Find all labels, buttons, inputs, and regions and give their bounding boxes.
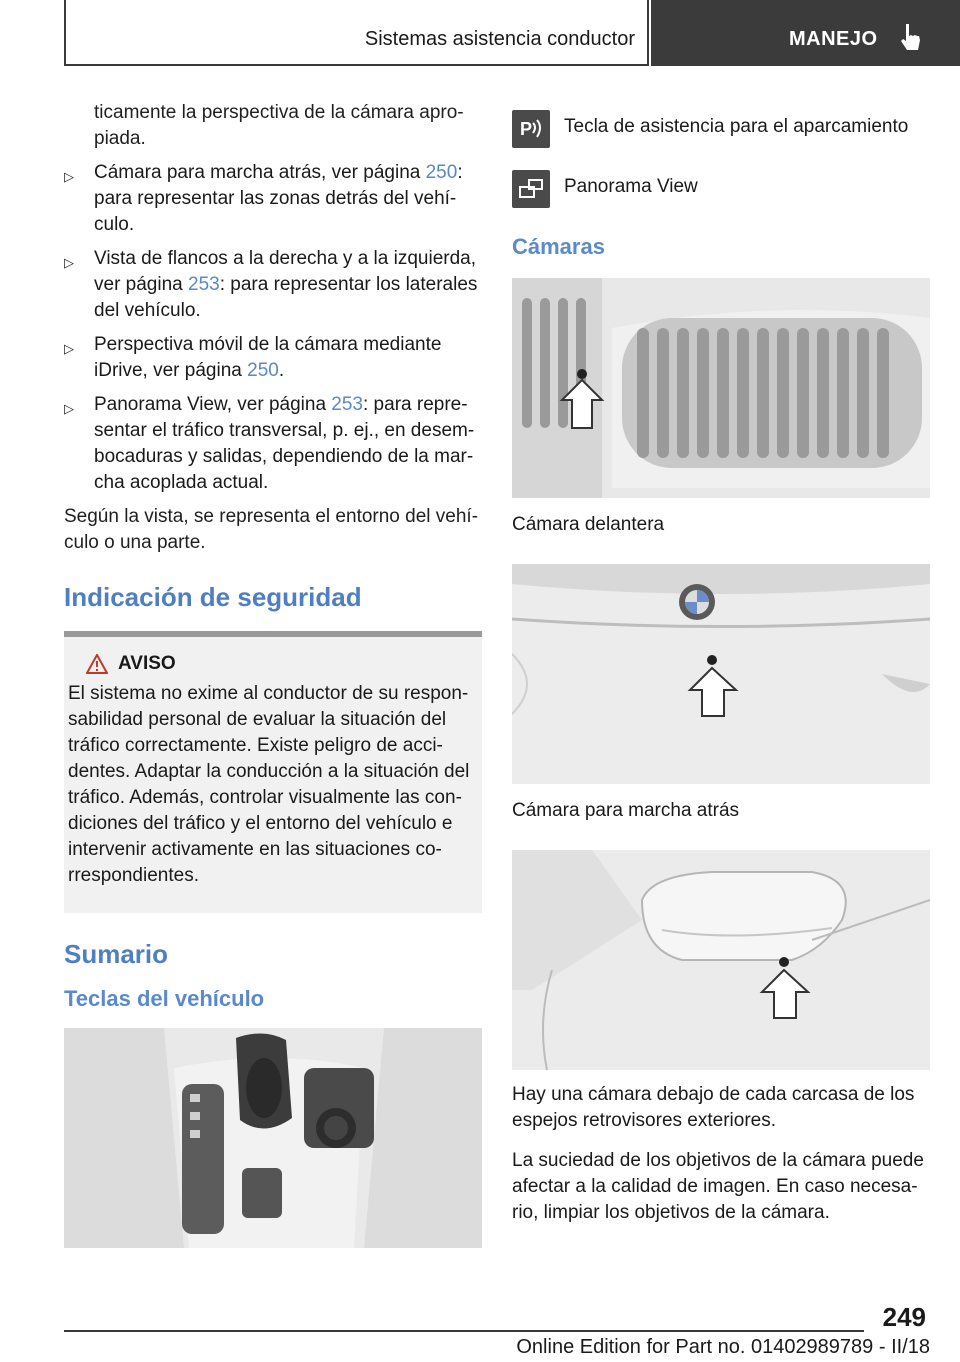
front-camera-image	[512, 278, 930, 498]
dirt-text: La suciedad de los objetivos de la cámara puede afectar a la calidad de imagen. En caso necesa-rio, limpiar los objetivos de la cámara.	[512, 1150, 924, 1223]
section-title: MANEJO	[789, 28, 878, 50]
parking-assist-icon	[512, 110, 550, 148]
page-link[interactable]: 250	[247, 360, 279, 381]
mirror-text: Hay una cámara debajo de cada carcasa de los espejos retrovisores exteriores.	[512, 1084, 915, 1131]
front-camera-caption: Cámara delantera	[512, 514, 665, 535]
page-number: 249	[882, 1302, 926, 1332]
icon-label: Tecla de asistencia para el aparcamiento	[564, 116, 909, 137]
warning-label: AVISO	[118, 653, 176, 674]
view-text: Según la vista, se representa el entorno del vehí-culo o una parte.	[64, 506, 479, 553]
warning-box	[64, 637, 482, 913]
left-column	[64, 100, 482, 1248]
triangle-bullet-icon: ▷	[64, 401, 74, 416]
list-item: ▷ Cámara para marcha atrás, ver página 250: para representar las zonas detrás del vehí-culo.	[64, 162, 463, 235]
triangle-bullet-icon: ▷	[64, 255, 74, 270]
safety-heading: Indicación de seguridad	[64, 582, 362, 612]
keys-heading: Teclas del vehículo	[64, 986, 265, 1011]
right-column	[512, 100, 930, 1226]
rear-camera-image	[512, 564, 930, 784]
panorama-view-icon	[512, 170, 550, 208]
chapter-title: Sistemas asistencia conductor	[364, 28, 635, 50]
center-console-image	[64, 1028, 482, 1248]
edition-text: Online Edition for Part no. 01402989789 - II/18	[516, 1336, 930, 1358]
page-header	[0, 0, 960, 66]
mirror-camera-image	[512, 850, 930, 1070]
footer-divider	[64, 1330, 864, 1332]
icon-item	[512, 170, 930, 208]
side-mirror-illustration	[512, 850, 930, 1070]
page-link[interactable]: 253	[331, 394, 363, 415]
icon-label: Panorama View	[564, 176, 698, 197]
list-item: ▷ Perspectiva móvil de la cámara mediante iDrive, ver página 250.	[64, 334, 442, 381]
icon-item	[512, 110, 930, 148]
triangle-bullet-icon: ▷	[64, 341, 74, 356]
center-console-illustration	[64, 1028, 482, 1248]
rear-trunk-illustration	[512, 564, 930, 784]
chapter-tab	[64, 0, 649, 66]
summary-heading: Sumario	[64, 939, 169, 969]
warning-header	[68, 653, 476, 675]
page-link[interactable]: 250	[425, 162, 458, 183]
front-grille-illustration	[512, 278, 930, 498]
triangle-bullet-icon: ▷	[64, 169, 74, 184]
section-tab	[651, 0, 960, 66]
rear-camera-caption: Cámara para marcha atrás	[512, 800, 740, 821]
warning-triangle-icon	[86, 654, 108, 674]
warning-text: El sistema no exime al conductor de su respon-sabilidad personal de evaluar la situación del tráfico correctamente. Existe peligro de acci-dentes. Adaptar la conducción a la situación del tráfico. Además, controlar visualmente las con-diciones del tráfico y el entorno del vehículo e intervenir activamente en las situaciones co-rrespondientes.	[68, 683, 470, 886]
svg-text:P: P	[520, 119, 533, 139]
list-item: ▷ Panorama View, ver página 253: para repre-sentar el tráfico transversal, p. ej., en desem-bocaduras y salidas, dependiendo de la mar-cha acoplada actual.	[64, 394, 475, 493]
cameras-heading: Cámaras	[512, 234, 605, 259]
continued-text: ticamente la perspectiva de la cámara apro-piada.	[94, 102, 464, 149]
list-item: ▷ Vista de flancos a la derecha y a la izquierda, ver página 253: para representar los laterales del vehículo.	[64, 248, 478, 321]
page-link[interactable]: 253	[188, 274, 220, 295]
hand-pointer-icon	[897, 22, 923, 52]
